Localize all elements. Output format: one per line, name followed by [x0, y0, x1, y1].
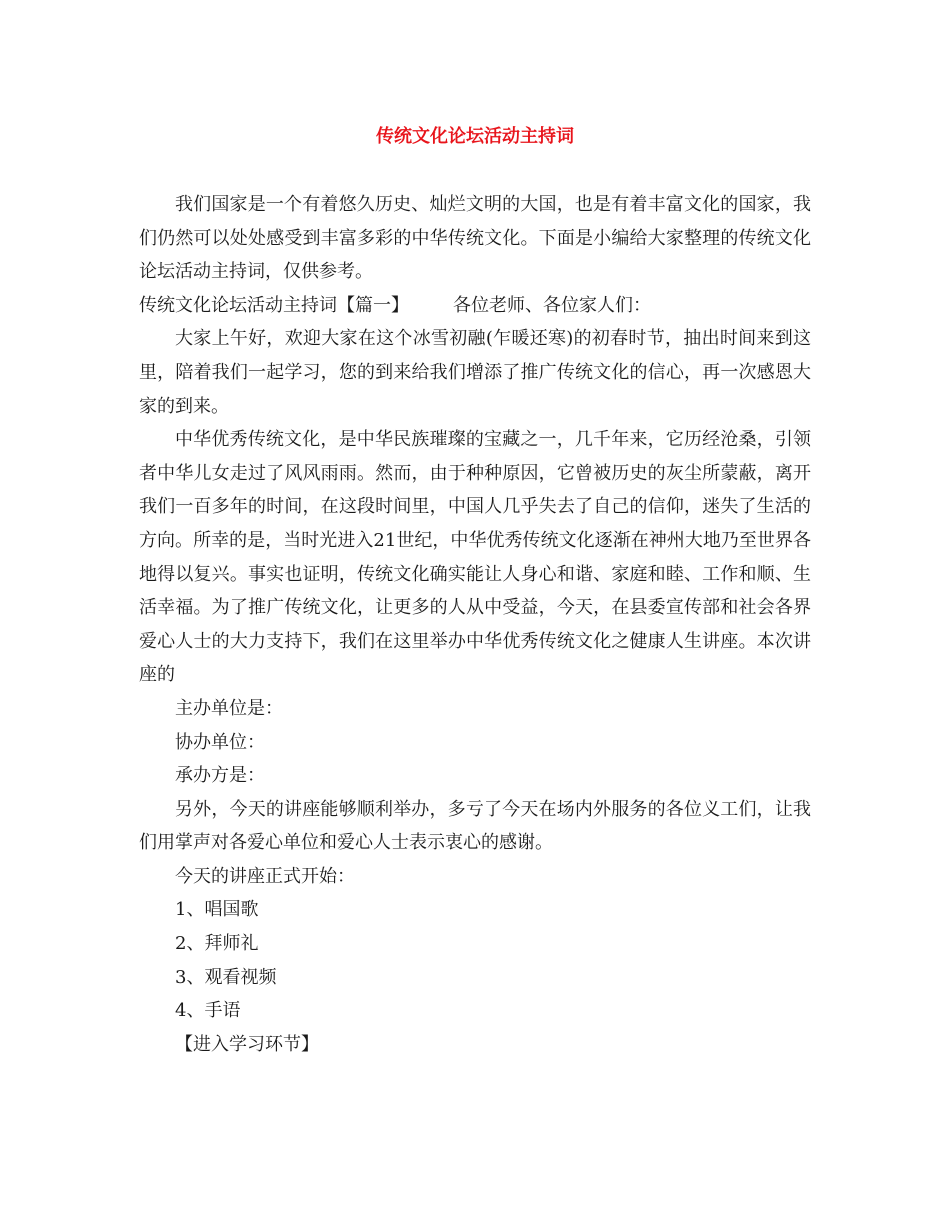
- closing-line: 【进入学习环节】: [175, 1033, 319, 1055]
- organizer-host: 主办单位是：: [175, 697, 283, 719]
- program-item: 1、唱国歌: [175, 899, 259, 921]
- page-title: 传统文化论坛活动主持词: [376, 126, 574, 147]
- start-line: 今天的讲座正式开始：: [175, 865, 355, 887]
- greeting: 各位老师、各位家人们：: [453, 294, 651, 316]
- program-item: 3、观看视频: [175, 966, 277, 988]
- thanks-paragraph: 另外，今天的讲座能够顺利举办，多亏了今天在场内外服务的各位义工们，让我们用掌声对各爱心单位和爱心人士表示衷心的感谢。: [139, 798, 811, 854]
- program-item: 2、拜师礼: [175, 933, 259, 955]
- section-heading-line: [139, 289, 811, 323]
- organizer-undertaker: 承办方是：: [175, 765, 265, 787]
- culture-paragraph: 中华优秀传统文化，是中华民族璀璨的宝藏之一，几千年来，它历经沧桑，引领者中华儿女走过了风风雨雨。然而，由于种种原因，它曾被历史的灰尘所蒙蔽，离开我们一百多年的时间，在这段时间里，中国人几乎失去了自己的信仰，迷失了生活的方向。所幸的是，当时光进入21世纪，中华优秀传统文化逐渐在神州大地乃至世界各地得以复兴。事实也证明，传统文化确实能让人身心和谐、家庭和睦、工作和顺、生活幸福。为了推广传统文化，让更多的人从中受益，今天，在县委宣传部和社会各界爱心人士的大力支持下，我们在这里举办中华优秀传统文化之健康人生讲座。本次讲座的: [139, 429, 811, 686]
- program-item: 4、手语: [175, 1000, 241, 1022]
- document-body: [139, 188, 811, 1061]
- intro-paragraph: 我们国家是一个有着悠久历史、灿烂文明的大国，也是有着丰富文化的国家，我们仍然可以处处感受到丰富多彩的中华传统文化。下面是小编给大家整理的传统文化论坛活动主持词，仅供参考。: [139, 194, 811, 283]
- welcome-paragraph: 大家上午好，欢迎大家在这个冰雪初融(乍暖还寒)的初春时节，抽出时间来到这里，陪着我们一起学习，您的到来给我们增添了推广传统文化的信心，再一次感恩大家的到来。: [139, 328, 811, 417]
- section-heading: 传统文化论坛活动主持词【篇一】: [139, 294, 409, 316]
- organizer-co: 协办单位：: [175, 731, 265, 753]
